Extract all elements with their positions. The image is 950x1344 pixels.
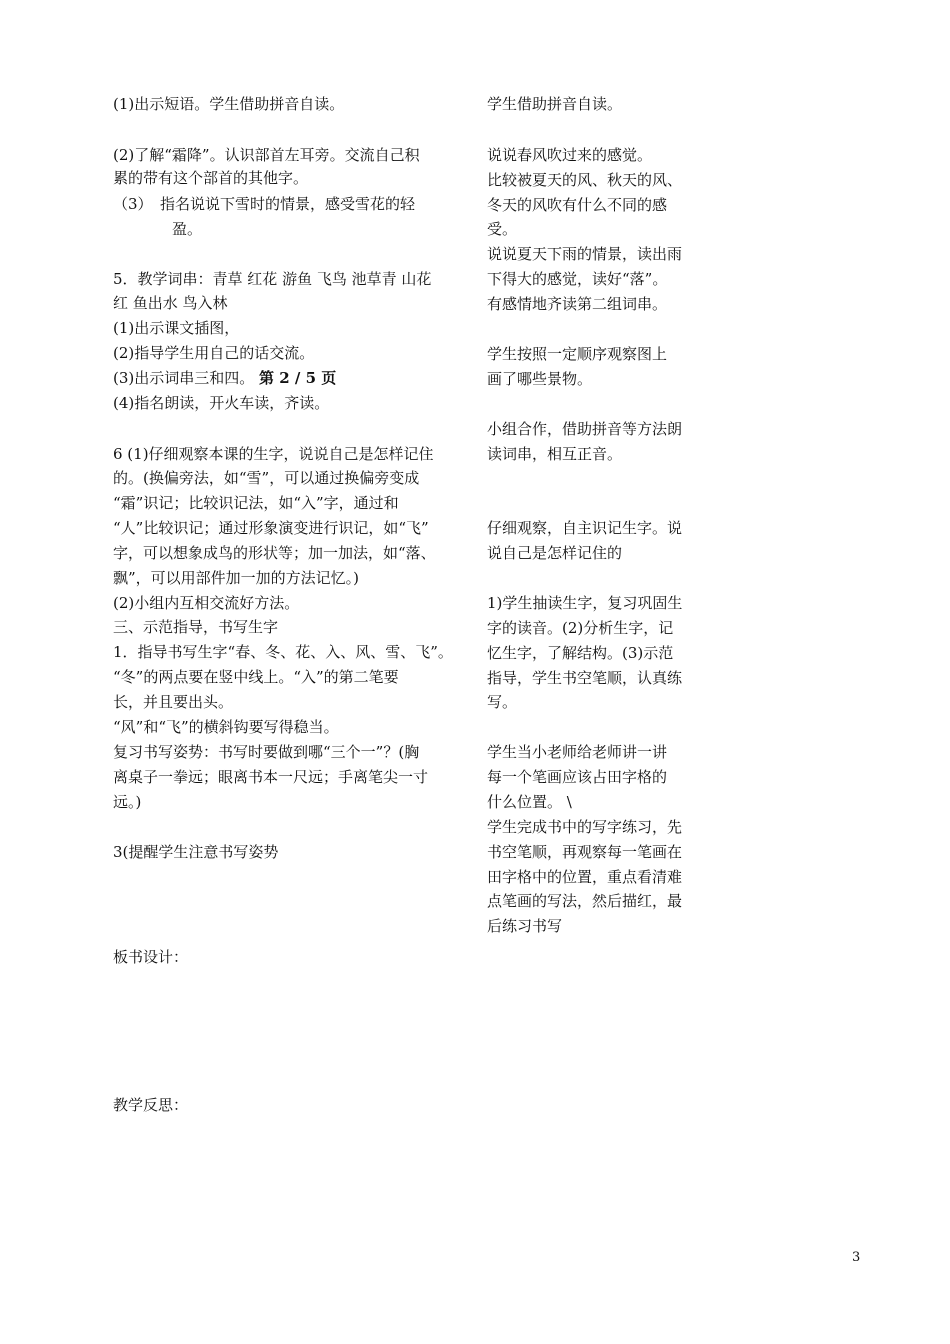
left-line-15: “人”比较识记；通过形象演变进行识记，如“飞” bbox=[113, 519, 429, 537]
left-line-21: “冬”的两点要在竖中线上。“入”的第二笔要 bbox=[113, 668, 399, 686]
page-number: 3 bbox=[852, 1250, 861, 1265]
left-line-13: 的。(换偏旁法，如“雪”，可以通过换偏旁变成 bbox=[113, 469, 420, 487]
right-line-26: 点笔画的写法，然后描红，最 bbox=[487, 892, 683, 910]
left-line-11: (4)指名朗读，开火车读，齐读。 bbox=[113, 394, 330, 412]
right-line-15: 1)学生抽读生字，复习巩固生 bbox=[487, 594, 683, 612]
right-line-19: 写。 bbox=[487, 693, 518, 711]
right-line-8: 有感情地齐读第二组词串。 bbox=[487, 295, 668, 313]
left-line-27: 3(提醒学生注意书写姿势 bbox=[113, 843, 279, 861]
left-line-20: 1．指导书写生字“春、冬、花、入、风、雪、飞”。 bbox=[113, 643, 453, 661]
right-line-1: 学生借助拼音自读。 bbox=[487, 95, 623, 113]
right-line-10: 画了哪些景物。 bbox=[487, 370, 593, 388]
right-line-12: 读词串，相互正音。 bbox=[487, 445, 623, 463]
right-line-27: 后练习书写 bbox=[487, 917, 563, 935]
right-line-25: 田字格中的位置，重点看清难 bbox=[487, 868, 683, 886]
left-line-23: “风”和“飞”的横斜钩要写得稳当。 bbox=[113, 718, 339, 736]
left-line-1: (1)出示短语。学生借助拼音自读。 bbox=[113, 95, 345, 113]
left-line-3: 累的带有这个部首的其他字。 bbox=[113, 169, 309, 187]
left-line-25: 离桌子一拳远；眼离书本一尺远；手离笔尖一寸 bbox=[113, 768, 429, 786]
right-line-16: 字的读音。(2)分析生字，记 bbox=[487, 619, 674, 637]
left-line-2: (2)了解“霜降”。认识部首左耳旁。交流自己积 bbox=[113, 146, 420, 164]
left-line-24: 复习书写姿势：书写时要做到哪“三个一”？(胸 bbox=[113, 743, 420, 761]
left-line-8: (1)出示课文插图， bbox=[113, 319, 240, 337]
right-line-23: 学生完成书中的写字练习，先 bbox=[487, 818, 683, 836]
right-line-13: 仔细观察，自主识记生字。说 bbox=[487, 519, 683, 537]
left-line-26: 远。) bbox=[113, 793, 142, 811]
right-line-22: 什么位置。 \ bbox=[487, 793, 572, 811]
right-line-7: 下得大的感觉，读好“落”。 bbox=[487, 270, 668, 288]
left-line-10 bbox=[113, 368, 336, 388]
right-line-17: 忆生字，了解结构。(3)示范 bbox=[487, 644, 674, 662]
left-line-7: 红 鱼出水 鸟入林 bbox=[113, 294, 228, 312]
left-line-18: (2)小组内互相交流好方法。 bbox=[113, 594, 300, 612]
left-line-5: 盈。 bbox=[172, 220, 203, 238]
right-line-18: 指导，学生书空笔顺，认真练 bbox=[487, 669, 683, 687]
left-line-4: （3） 指名说说下雪时的情景，感受雪花的轻 bbox=[113, 195, 416, 213]
right-line-4: 冬天的风吹有什么不同的感 bbox=[487, 196, 668, 214]
left-line-19: 三、示范指导，书写生字 bbox=[113, 618, 279, 636]
right-line-11: 小组合作，借助拼音等方法朗 bbox=[487, 420, 683, 438]
board-design-label: 板书设计： bbox=[113, 948, 189, 966]
left-line-22: 长，并且要出头。 bbox=[113, 693, 234, 711]
left-line-17: 飘”，可以用部件加一加的方法记忆。) bbox=[113, 569, 360, 587]
reflection-label: 教学反思： bbox=[113, 1096, 189, 1114]
right-line-9: 学生按照一定顺序观察图上 bbox=[487, 345, 668, 363]
right-line-5: 受。 bbox=[487, 220, 518, 238]
left-line-6: 5．教学词串：青草 红花 游鱼 飞鸟 池草青 山花 bbox=[113, 270, 432, 288]
right-line-3: 比较被夏天的风、秋天的风、 bbox=[487, 171, 683, 189]
left-line-9: (2)指导学生用自己的话交流。 bbox=[113, 344, 315, 362]
left-line-16: 字，可以想象成鸟的形状等；加一加法，如“落、 bbox=[113, 544, 436, 562]
right-line-24: 书空笔顺，再观察每一笔画在 bbox=[487, 843, 683, 861]
left-line-12: 6 (1)仔细观察本课的生字，说说自己是怎样记住 bbox=[113, 445, 434, 463]
page-marker: 第 2 / 5 页 bbox=[259, 369, 337, 387]
right-line-6: 说说夏天下雨的情景，读出雨 bbox=[487, 245, 683, 263]
right-line-14: 说自己是怎样记住的 bbox=[487, 544, 623, 562]
right-line-20: 学生当小老师给老师讲一讲 bbox=[487, 743, 668, 761]
left-line-10-text: (3)出示词串三和四。 bbox=[113, 369, 255, 387]
right-line-2: 说说春风吹过来的感觉。 bbox=[487, 146, 653, 164]
right-line-21: 每一个笔画应该占田字格的 bbox=[487, 768, 668, 786]
left-line-14: “霜”识记；比较识记法，如“入”字，通过和 bbox=[113, 494, 399, 512]
